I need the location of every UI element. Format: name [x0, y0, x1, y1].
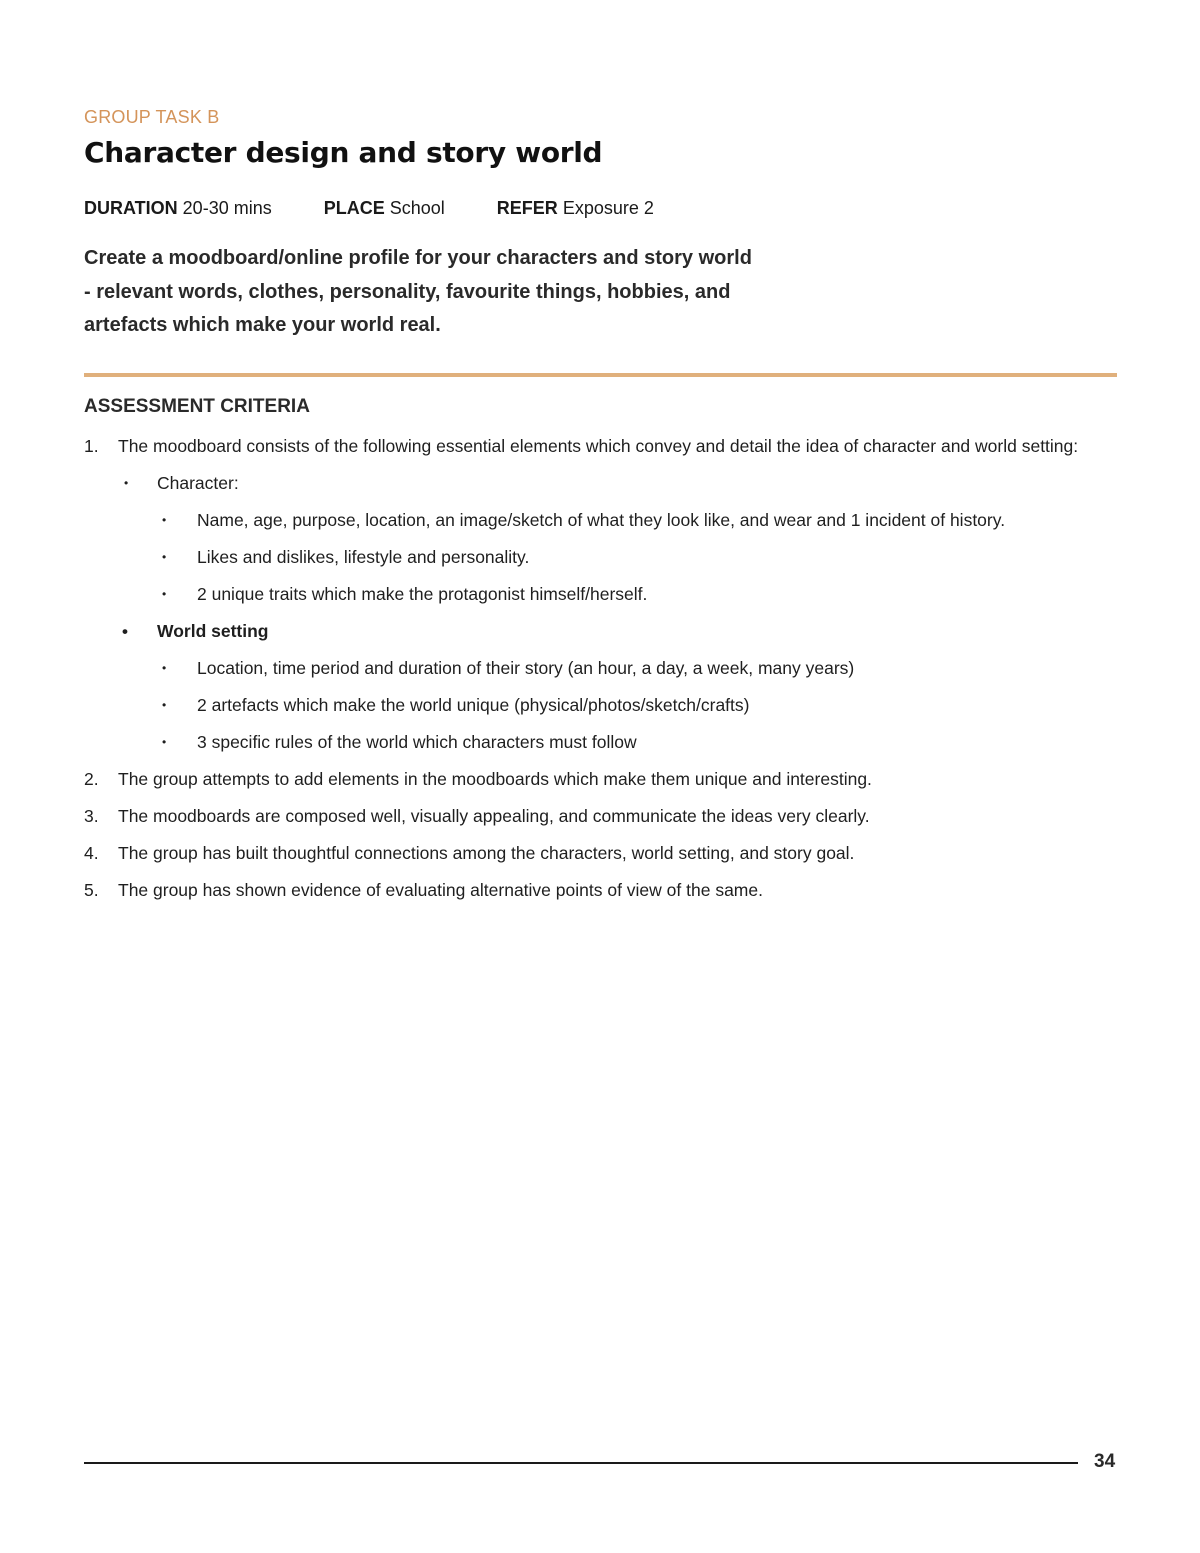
- criteria-number: 1.: [84, 436, 99, 456]
- criteria-item: [84, 839, 1117, 868]
- criteria-number: 4.: [84, 843, 99, 863]
- task-meta: [84, 198, 706, 219]
- world-item-text: 2 artefacts which make the world unique (physical/photos/sketch/crafts): [197, 695, 750, 715]
- meta-duration-key: DURATION: [84, 198, 178, 218]
- meta-refer-value: Exposure 2: [562, 198, 654, 218]
- meta-place: [324, 198, 445, 219]
- character-item: [84, 506, 1117, 535]
- character-item: [84, 580, 1117, 609]
- bullet-icon: •: [162, 513, 167, 527]
- bullet-icon: •: [124, 476, 129, 490]
- criteria-number: 5.: [84, 880, 99, 900]
- meta-place-key: PLACE: [323, 198, 385, 218]
- character-item: [84, 543, 1117, 572]
- task-description: [84, 242, 804, 343]
- criteria-item: [84, 765, 1117, 794]
- criteria-item: [84, 432, 1117, 461]
- character-label: Character:: [157, 473, 239, 493]
- world-item-text: 3 specific rules of the world which characters must follow: [197, 732, 637, 752]
- world-item: [84, 691, 1117, 720]
- criteria-item: [84, 802, 1117, 831]
- bullet-icon: •: [122, 622, 128, 641]
- criteria-text: The moodboard consists of the following essential elements which convey and detail the idea of character and world setting:: [118, 436, 1079, 456]
- criteria-text: The group has shown evidence of evaluating alternative points of view of the same.: [118, 880, 763, 900]
- criteria-item: [84, 876, 1117, 905]
- bullet-icon: •: [162, 698, 167, 712]
- character-item-text: Likes and dislikes, lifestyle and personality.: [197, 547, 530, 567]
- criteria-text: The moodboards are composed well, visually appealing, and communicate the ideas very clearly.: [118, 806, 870, 826]
- task-description-line: artefacts which make your world real.: [84, 314, 441, 336]
- criteria-text: The group attempts to add elements in the moodboards which make them unique and interesting.: [118, 769, 872, 789]
- footer-rule: [84, 1462, 1078, 1464]
- page-title: Character design and story world: [84, 136, 603, 169]
- criteria-text: The group has built thoughtful connections among the characters, world setting, and story goal.: [118, 843, 855, 863]
- character-item-text: 2 unique traits which make the protagonist himself/herself.: [197, 584, 648, 604]
- bullet-icon: •: [162, 587, 167, 601]
- world-item: [84, 654, 1117, 683]
- world-item: [84, 728, 1117, 757]
- meta-place-value: School: [389, 198, 445, 218]
- bullet-icon: •: [162, 735, 167, 749]
- assessment-criteria-list: [84, 432, 1117, 913]
- meta-refer-key: REFER: [496, 198, 558, 218]
- task-description-line: Create a moodboard/online profile for your characters and story world: [84, 247, 752, 269]
- task-description-line: - relevant words, clothes, personality, favourite things, hobbies, and: [84, 280, 731, 303]
- meta-duration: [84, 198, 272, 219]
- character-group: [84, 469, 1117, 498]
- task-label: GROUP TASK B: [84, 107, 220, 127]
- criteria-number: 2.: [84, 769, 99, 789]
- meta-refer: [497, 198, 654, 219]
- meta-duration-value: 20-30 mins: [182, 198, 272, 218]
- assessment-heading: ASSESSMENT CRITERIA: [84, 396, 310, 417]
- world-group: [84, 617, 1117, 646]
- bullet-icon: •: [162, 661, 167, 675]
- page-number: 34: [1094, 1451, 1116, 1472]
- character-item-text: Name, age, purpose, location, an image/sketch of what they look like, and wear and 1 incident of history.: [197, 510, 1006, 530]
- world-item-text: Location, time period and duration of their story (an hour, a day, a week, many years): [197, 658, 855, 678]
- world-label: World setting: [157, 621, 269, 641]
- criteria-number: 3.: [84, 806, 99, 826]
- bullet-icon: •: [162, 550, 167, 564]
- section-divider: [84, 373, 1117, 377]
